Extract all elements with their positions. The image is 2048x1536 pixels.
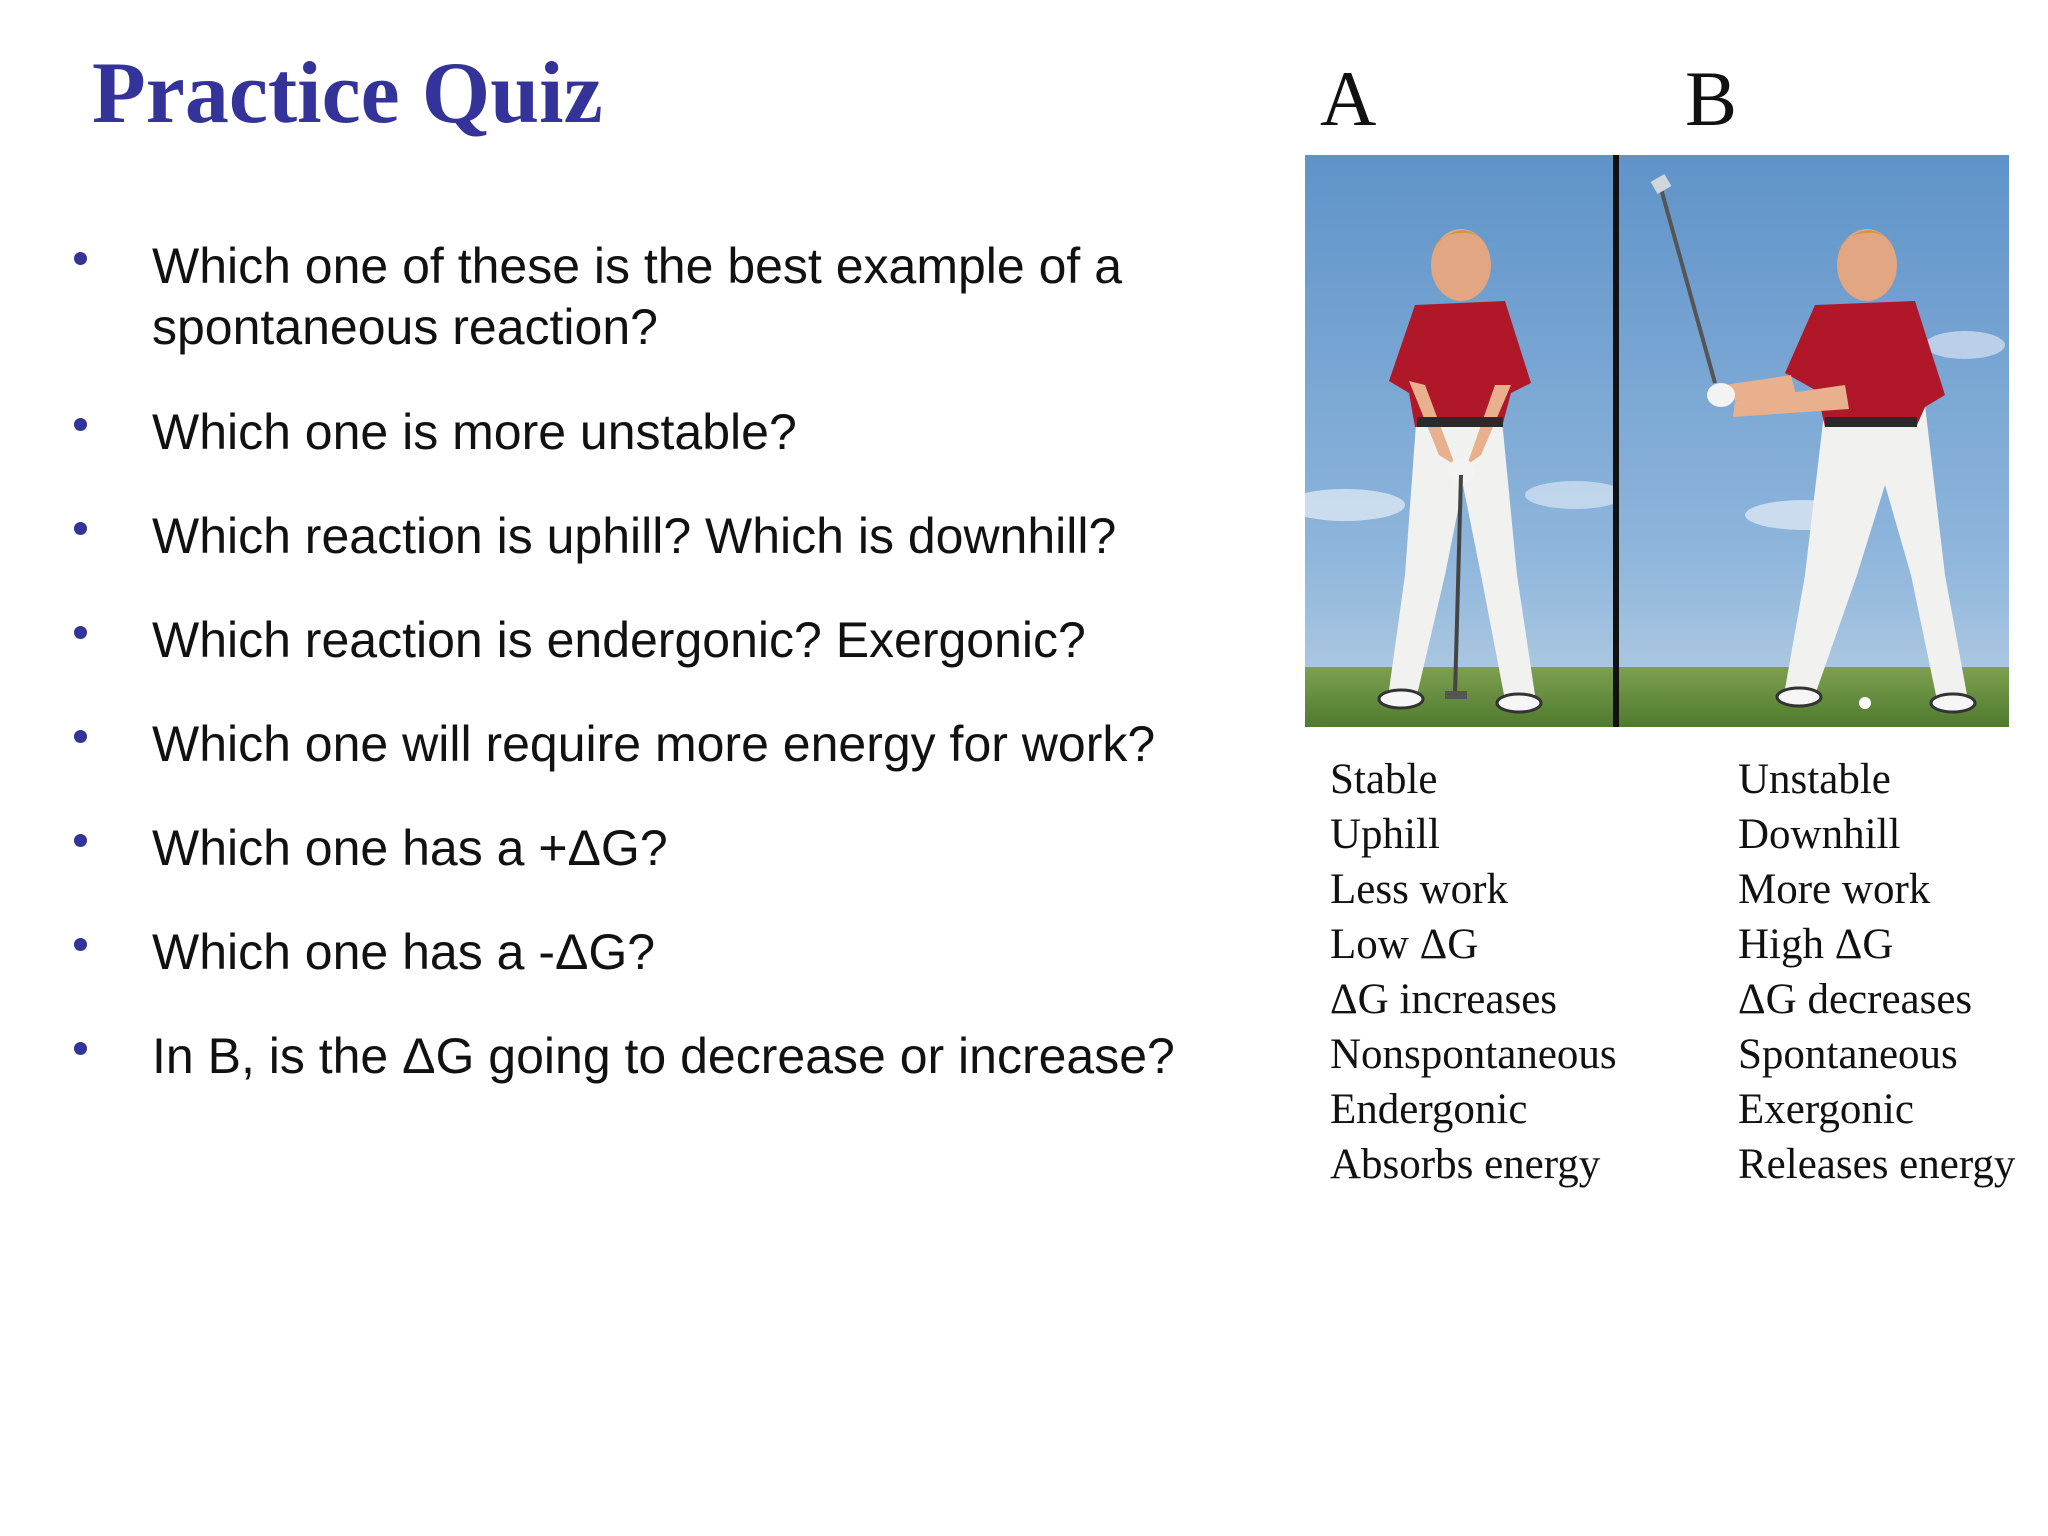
column-b-label: Exergonic xyxy=(1738,1086,1914,1133)
column-b-label: High ΔG xyxy=(1738,921,1894,968)
bullet-icon xyxy=(74,938,87,951)
bullet-icon xyxy=(74,522,87,535)
list-item xyxy=(70,714,1270,775)
question-text: Which one is more unstable? xyxy=(152,404,797,460)
column-a-label: ΔG increases xyxy=(1330,976,1558,1023)
list-item xyxy=(70,818,1270,879)
column-a-label: Uphill xyxy=(1330,811,1440,858)
question-text: Which reaction is uphill? Which is downhill? xyxy=(152,508,1117,564)
column-b-label: Releases energy xyxy=(1738,1141,2016,1188)
list-item xyxy=(70,1026,1270,1087)
column-b-label: More work xyxy=(1738,866,1931,913)
question-text: Which one of these is the best example of a spontaneous reaction? xyxy=(152,238,1122,355)
column-a-label: Stable xyxy=(1330,756,1438,803)
column-b-label: ΔG decreases xyxy=(1738,976,1973,1023)
column-b-label: Spontaneous xyxy=(1738,1031,1958,1078)
column-b-labels xyxy=(1738,752,2015,1192)
column-a-label: Nonspontaneous xyxy=(1330,1031,1617,1078)
list-item xyxy=(70,236,1270,358)
column-b-label: Downhill xyxy=(1738,811,1901,858)
bullet-icon xyxy=(74,730,87,743)
question-text: In B, is the ΔG going to decrease or increase? xyxy=(152,1028,1175,1084)
list-item xyxy=(70,610,1270,671)
bullet-icon xyxy=(74,418,87,431)
page-title: Practice Quiz xyxy=(92,45,603,142)
question-text: Which one has a +ΔG? xyxy=(152,820,668,876)
column-a-label: Absorbs energy xyxy=(1330,1141,1601,1188)
question-list xyxy=(70,236,1270,1087)
golfer-photo xyxy=(1305,155,2009,727)
column-a-labels xyxy=(1330,752,1617,1192)
column-a-letter: A xyxy=(1320,55,1377,142)
column-b-letter: B xyxy=(1685,55,1738,142)
golfer-address-panel xyxy=(1305,155,1625,727)
column-a-label: Low ΔG xyxy=(1330,921,1479,968)
bullet-icon xyxy=(74,1042,87,1055)
column-a-label: Endergonic xyxy=(1330,1086,1528,1133)
list-item xyxy=(70,922,1270,983)
golfer-backswing-panel xyxy=(1619,155,2009,727)
list-item xyxy=(70,506,1270,567)
bullet-icon xyxy=(74,626,87,639)
bullet-icon xyxy=(74,252,87,265)
question-text: Which one will require more energy for work? xyxy=(152,716,1156,772)
list-item xyxy=(70,402,1270,463)
question-text: Which reaction is endergonic? Exergonic? xyxy=(152,612,1086,668)
column-a-label: Less work xyxy=(1330,866,1508,913)
column-b-label: Unstable xyxy=(1738,756,1891,803)
question-text: Which one has a -ΔG? xyxy=(152,924,656,980)
bullet-icon xyxy=(74,834,87,847)
